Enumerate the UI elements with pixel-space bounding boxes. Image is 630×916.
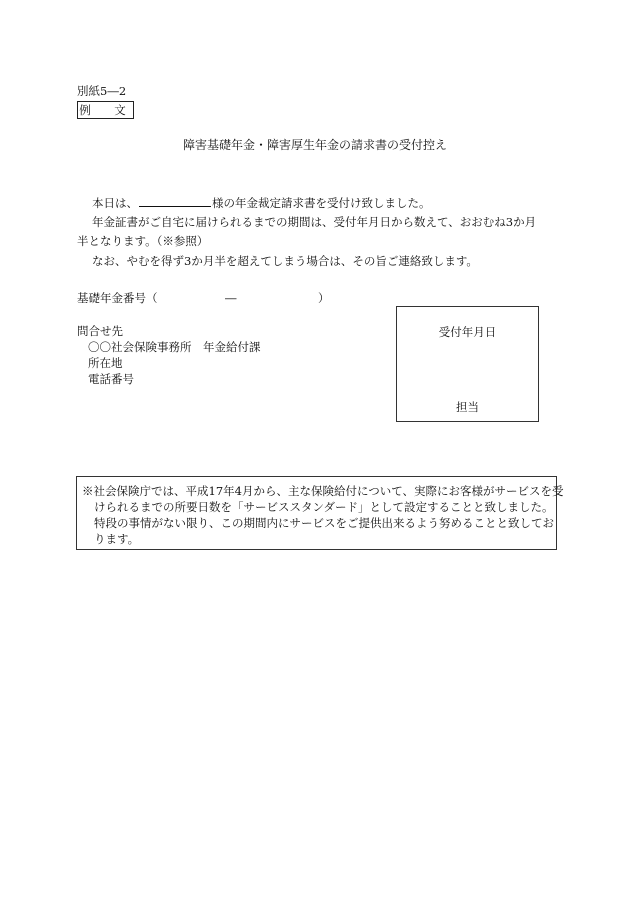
body-line-3: 半となります。（※参照） [77,234,209,248]
document-reference: 別紙5―2 [77,84,127,98]
body-line-1 [92,195,431,210]
inquiry-office: 〇〇社会保険事務所 年金給付課 [88,340,261,354]
receipt-charge-label: 担当 [456,400,479,414]
body-line-4: なお、やむを得ず3か月半を超えてしまう場合は、その旨ご連絡致します。 [92,254,478,268]
name-blank-field [139,195,211,207]
document-title: 障害基礎年金・障害厚生年金の請求書の受付控え [182,138,447,152]
inquiry-address: 所在地 [88,356,123,370]
pension-number-close: ） [318,291,330,305]
body-line-2: 年金証書がご自宅に届けられるまでの期間は、受付年月日から数えて、おおむね3か月 [92,215,537,229]
line1-prefix: 本日は、 [92,196,138,210]
pension-number-label: 基礎年金番号（ [77,291,158,305]
inquiry-heading: 問合せ先 [77,324,123,338]
line1-suffix: 様の年金裁定請求書を受付け致しました。 [212,196,431,210]
inquiry-phone: 電話番号 [88,372,134,386]
service-standard-note: ※社会保険庁では、平成17年4月から、主な保険給付について、実際にお客様がサービスを受けられるまでの所要日数を「サービススタンダード」として設定することと致しました。特段の事情がない限り、この期間内にサービスをご提供出来るよう努めることと致しております。 [82,484,564,546]
service-standard-note-box [76,476,564,550]
receipt-stamp-box [396,306,539,422]
pension-number-separator: ― [225,291,237,305]
receipt-date-label: 受付年月日 [438,325,497,339]
example-label-box: 例 文 [77,101,134,119]
